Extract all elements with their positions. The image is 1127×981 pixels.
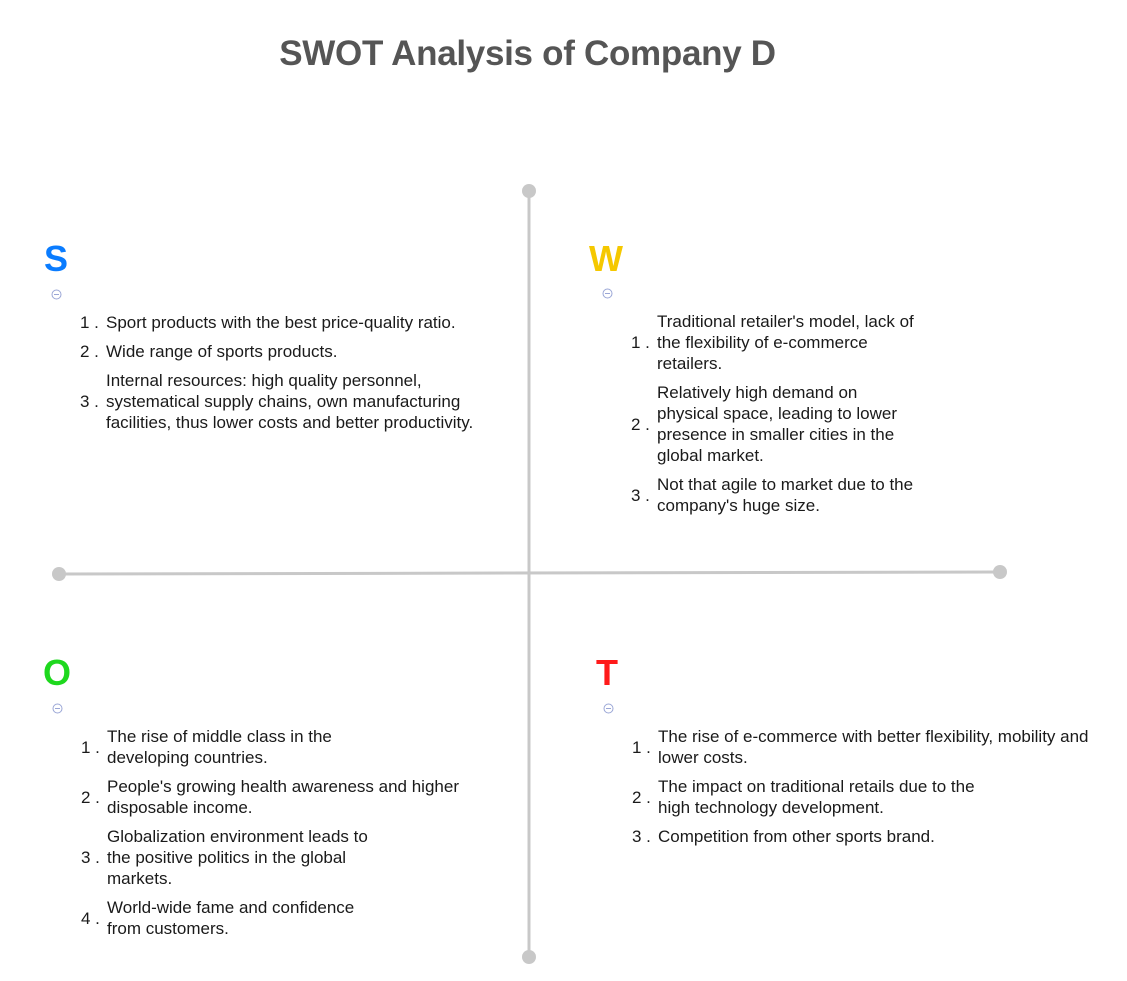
threats-list (632, 726, 1102, 855)
item-number: 1 . (80, 313, 99, 332)
list-item (80, 341, 510, 362)
item-number: 3 . (81, 848, 100, 867)
item-number: 4 . (81, 908, 100, 928)
item-number: 2 . (81, 787, 100, 807)
item-text[interactable]: Relatively high demand on physical space, leading to lower presence in smaller cities in the global market. (657, 383, 898, 465)
item-number: 1 . (81, 737, 100, 757)
item-text[interactable]: Wide range of sports products. (106, 342, 338, 361)
list-item (631, 311, 921, 374)
opportunities-list (81, 726, 491, 947)
list-item (631, 474, 921, 516)
threats-letter: T (596, 652, 618, 693)
collapse-handle-icon[interactable] (602, 288, 613, 299)
list-item (80, 370, 510, 433)
item-text[interactable]: Traditional retailer's model, lack of the flexibility of e-commerce retailers. (657, 312, 914, 373)
diagram-title: SWOT Analysis of Company D (279, 34, 776, 73)
axis-endpoint-right[interactable] (993, 565, 1007, 579)
item-number: 2 . (632, 787, 651, 807)
item-text[interactable]: Sport products with the best price-quality ratio. (106, 313, 456, 332)
item-number: 3 . (632, 827, 651, 846)
item-number: 1 . (632, 737, 651, 757)
collapse-handle-icon[interactable] (52, 703, 63, 714)
axis-endpoint-top[interactable] (522, 184, 536, 198)
item-text[interactable]: Globalization environment leads to the positive politics in the global markets. (107, 827, 368, 888)
axis-endpoint-bottom[interactable] (522, 950, 536, 964)
collapse-handle-icon[interactable] (51, 289, 62, 300)
item-text[interactable]: Not that agile to market due to the company's huge size. (657, 475, 914, 515)
strengths-letter: S (44, 238, 69, 279)
item-number: 3 . (631, 485, 650, 505)
list-item (632, 776, 1102, 818)
list-item (631, 382, 921, 466)
item-number: 1 . (631, 333, 650, 352)
axis-endpoint-left[interactable] (52, 567, 66, 581)
weaknesses-letter: W (589, 238, 623, 279)
item-text[interactable]: Competition from other sports brand. (658, 827, 935, 846)
list-item (632, 826, 1102, 847)
item-number: 2 . (631, 414, 650, 434)
list-item (81, 726, 491, 768)
list-item (81, 897, 491, 939)
list-item (632, 726, 1102, 768)
list-item (80, 312, 510, 333)
item-text[interactable]: The rise of e-commerce with better flexibility, mobility and lower costs. (658, 727, 1089, 767)
item-text[interactable]: World-wide fame and confidence from customers. (107, 898, 355, 938)
item-number: 2 . (80, 342, 99, 361)
collapse-handle-icon[interactable] (603, 703, 614, 714)
horizontal-axis (59, 572, 1000, 574)
item-text[interactable]: The impact on traditional retails due to the high technology development. (658, 777, 975, 817)
strengths-list (80, 312, 510, 441)
list-item (81, 826, 491, 889)
item-number: 3 . (80, 392, 99, 411)
list-item (81, 776, 491, 818)
item-text[interactable]: People's growing health awareness and higher disposable income. (107, 777, 459, 817)
weaknesses-list (631, 311, 921, 524)
opportunities-letter: O (43, 652, 72, 693)
item-text[interactable]: The rise of middle class in the developing countries. (107, 727, 332, 767)
item-text[interactable]: Internal resources: high quality personnel, systematical supply chains, own manufacturing facilities, thus lower costs and better productivity. (106, 371, 474, 432)
